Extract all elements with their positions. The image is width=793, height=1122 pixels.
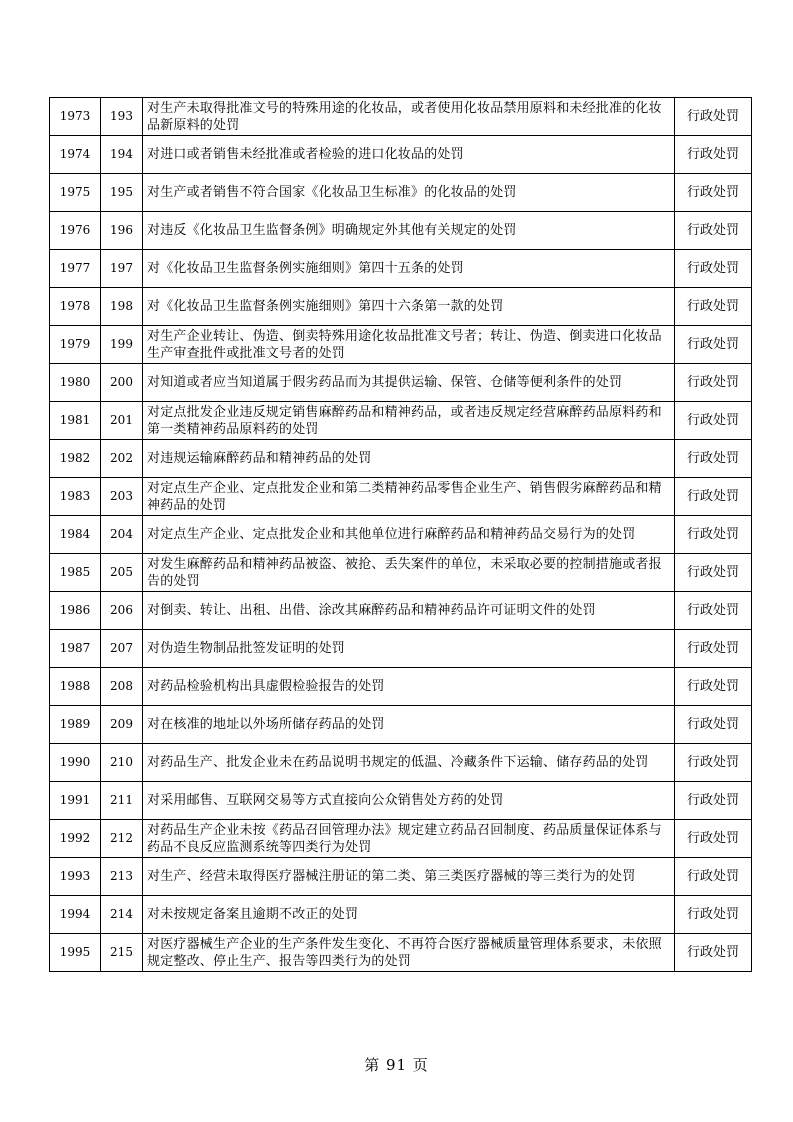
row-item-type: 行政处罚 — [675, 250, 752, 288]
row-item-type: 行政处罚 — [675, 668, 752, 706]
row-item-type: 行政处罚 — [675, 288, 752, 326]
row-item-type: 行政处罚 — [675, 630, 752, 668]
table-row — [50, 326, 752, 364]
row-item-name: 对药品生产、批发企业未在药品说明书规定的低温、冷藏条件下运输、储存药品的处罚 — [143, 744, 675, 782]
row-serial-number: 1990 — [50, 744, 101, 782]
row-item-name: 对定点批发企业违反规定销售麻醉药品和精神药品，或者违反规定经营麻醉药品原料药和第一类精神药品原料药的处罚 — [143, 402, 675, 440]
row-sub-number: 203 — [101, 478, 143, 516]
row-sub-number: 205 — [101, 554, 143, 592]
row-item-name: 对《化妆品卫生监督条例实施细则》第四十五条的处罚 — [143, 250, 675, 288]
table-row — [50, 782, 752, 820]
row-item-name: 对《化妆品卫生监督条例实施细则》第四十六条第一款的处罚 — [143, 288, 675, 326]
row-item-name: 对药品生产企业未按《药品召回管理办法》规定建立药品召回制度、药品质量保证体系与药品不良反应监测系统等四类行为处罚 — [143, 820, 675, 858]
row-serial-number: 1991 — [50, 782, 101, 820]
row-item-name: 对采用邮售、互联网交易等方式直接向公众销售处方药的处罚 — [143, 782, 675, 820]
row-sub-number: 199 — [101, 326, 143, 364]
row-item-type: 行政处罚 — [675, 706, 752, 744]
row-serial-number: 1983 — [50, 478, 101, 516]
row-item-name: 对医疗器械生产企业的生产条件发生变化、不再符合医疗器械质量管理体系要求，未依照规定整改、停止生产、报告等四类行为的处罚 — [143, 934, 675, 972]
row-item-name: 对违规运输麻醉药品和精神药品的处罚 — [143, 440, 675, 478]
row-serial-number: 1979 — [50, 326, 101, 364]
table-row — [50, 440, 752, 478]
row-item-type: 行政处罚 — [675, 934, 752, 972]
row-sub-number: 202 — [101, 440, 143, 478]
row-sub-number: 209 — [101, 706, 143, 744]
row-item-name: 对生产或者销售不符合国家《化妆品卫生标准》的化妆品的处罚 — [143, 174, 675, 212]
table-row — [50, 744, 752, 782]
table-row — [50, 288, 752, 326]
row-item-type: 行政处罚 — [675, 136, 752, 174]
row-serial-number: 1985 — [50, 554, 101, 592]
table-row — [50, 402, 752, 440]
table-row — [50, 516, 752, 554]
table-row — [50, 706, 752, 744]
table-row — [50, 364, 752, 402]
row-sub-number: 195 — [101, 174, 143, 212]
penalty-items-table — [49, 97, 752, 972]
table-row — [50, 934, 752, 972]
row-serial-number: 1986 — [50, 592, 101, 630]
table-body — [50, 98, 752, 972]
table-row — [50, 592, 752, 630]
page-number: 第 91 页 — [364, 1056, 429, 1074]
row-item-name: 对生产未取得批准文号的特殊用途的化妆品，或者使用化妆品禁用原料和未经批准的化妆品新原料的处罚 — [143, 98, 675, 136]
table-row — [50, 174, 752, 212]
row-serial-number: 1980 — [50, 364, 101, 402]
row-serial-number: 1993 — [50, 858, 101, 896]
row-sub-number: 213 — [101, 858, 143, 896]
table-row — [50, 478, 752, 516]
row-serial-number: 1988 — [50, 668, 101, 706]
table-row — [50, 554, 752, 592]
row-item-type: 行政处罚 — [675, 554, 752, 592]
row-item-name: 对生产企业转让、伪造、倒卖特殊用途化妆品批准文号者；转让、伪造、倒卖进口化妆品生产审查批件或批准文号者的处罚 — [143, 326, 675, 364]
row-serial-number: 1989 — [50, 706, 101, 744]
row-item-name: 对定点生产企业、定点批发企业和其他单位进行麻醉药品和精神药品交易行为的处罚 — [143, 516, 675, 554]
table-row — [50, 820, 752, 858]
row-sub-number: 196 — [101, 212, 143, 250]
row-serial-number: 1975 — [50, 174, 101, 212]
row-item-type: 行政处罚 — [675, 402, 752, 440]
row-sub-number: 208 — [101, 668, 143, 706]
row-item-type: 行政处罚 — [675, 782, 752, 820]
row-item-name: 对进口或者销售未经批准或者检验的进口化妆品的处罚 — [143, 136, 675, 174]
row-item-type: 行政处罚 — [675, 820, 752, 858]
row-item-type: 行政处罚 — [675, 744, 752, 782]
row-serial-number: 1994 — [50, 896, 101, 934]
row-sub-number: 204 — [101, 516, 143, 554]
row-item-name: 对药品检验机构出具虚假检验报告的处罚 — [143, 668, 675, 706]
row-sub-number: 198 — [101, 288, 143, 326]
row-item-name: 对定点生产企业、定点批发企业和第二类精神药品零售企业生产、销售假劣麻醉药品和精神药品的处罚 — [143, 478, 675, 516]
row-sub-number: 207 — [101, 630, 143, 668]
table-row — [50, 98, 752, 136]
row-sub-number: 214 — [101, 896, 143, 934]
row-item-type: 行政处罚 — [675, 364, 752, 402]
row-item-name: 对伪造生物制品批签发证明的处罚 — [143, 630, 675, 668]
row-serial-number: 1995 — [50, 934, 101, 972]
row-serial-number: 1982 — [50, 440, 101, 478]
table-row — [50, 250, 752, 288]
table-row — [50, 858, 752, 896]
row-serial-number: 1981 — [50, 402, 101, 440]
row-sub-number: 197 — [101, 250, 143, 288]
row-serial-number: 1992 — [50, 820, 101, 858]
row-item-type: 行政处罚 — [675, 516, 752, 554]
row-serial-number: 1987 — [50, 630, 101, 668]
row-item-type: 行政处罚 — [675, 98, 752, 136]
row-serial-number: 1974 — [50, 136, 101, 174]
row-item-type: 行政处罚 — [675, 174, 752, 212]
row-serial-number: 1978 — [50, 288, 101, 326]
row-item-name: 对生产、经营未取得医疗器械注册证的第二类、第三类医疗器械的等三类行为的处罚 — [143, 858, 675, 896]
table-row — [50, 212, 752, 250]
row-sub-number: 210 — [101, 744, 143, 782]
row-serial-number: 1976 — [50, 212, 101, 250]
row-sub-number: 206 — [101, 592, 143, 630]
row-item-name: 对在核准的地址以外场所储存药品的处罚 — [143, 706, 675, 744]
row-serial-number: 1977 — [50, 250, 101, 288]
row-item-type: 行政处罚 — [675, 326, 752, 364]
row-sub-number: 215 — [101, 934, 143, 972]
row-sub-number: 211 — [101, 782, 143, 820]
row-serial-number: 1984 — [50, 516, 101, 554]
row-sub-number: 200 — [101, 364, 143, 402]
row-sub-number: 212 — [101, 820, 143, 858]
table-row — [50, 630, 752, 668]
row-item-type: 行政处罚 — [675, 858, 752, 896]
row-item-name: 对违反《化妆品卫生监督条例》明确规定外其他有关规定的处罚 — [143, 212, 675, 250]
table-row — [50, 136, 752, 174]
table-row — [50, 668, 752, 706]
row-item-type: 行政处罚 — [675, 592, 752, 630]
row-item-type: 行政处罚 — [675, 896, 752, 934]
row-item-type: 行政处罚 — [675, 478, 752, 516]
row-sub-number: 194 — [101, 136, 143, 174]
row-item-type: 行政处罚 — [675, 440, 752, 478]
row-sub-number: 201 — [101, 402, 143, 440]
row-item-type: 行政处罚 — [675, 212, 752, 250]
row-item-name: 对未按规定备案且逾期不改正的处罚 — [143, 896, 675, 934]
row-item-name: 对发生麻醉药品和精神药品被盗、被抢、丢失案件的单位，未采取必要的控制措施或者报告的处罚 — [143, 554, 675, 592]
row-sub-number: 193 — [101, 98, 143, 136]
row-item-name: 对知道或者应当知道属于假劣药品而为其提供运输、保管、仓储等便利条件的处罚 — [143, 364, 675, 402]
table-row — [50, 896, 752, 934]
row-serial-number: 1973 — [50, 98, 101, 136]
row-item-name: 对倒卖、转让、出租、出借、涂改其麻醉药品和精神药品许可证明文件的处罚 — [143, 592, 675, 630]
